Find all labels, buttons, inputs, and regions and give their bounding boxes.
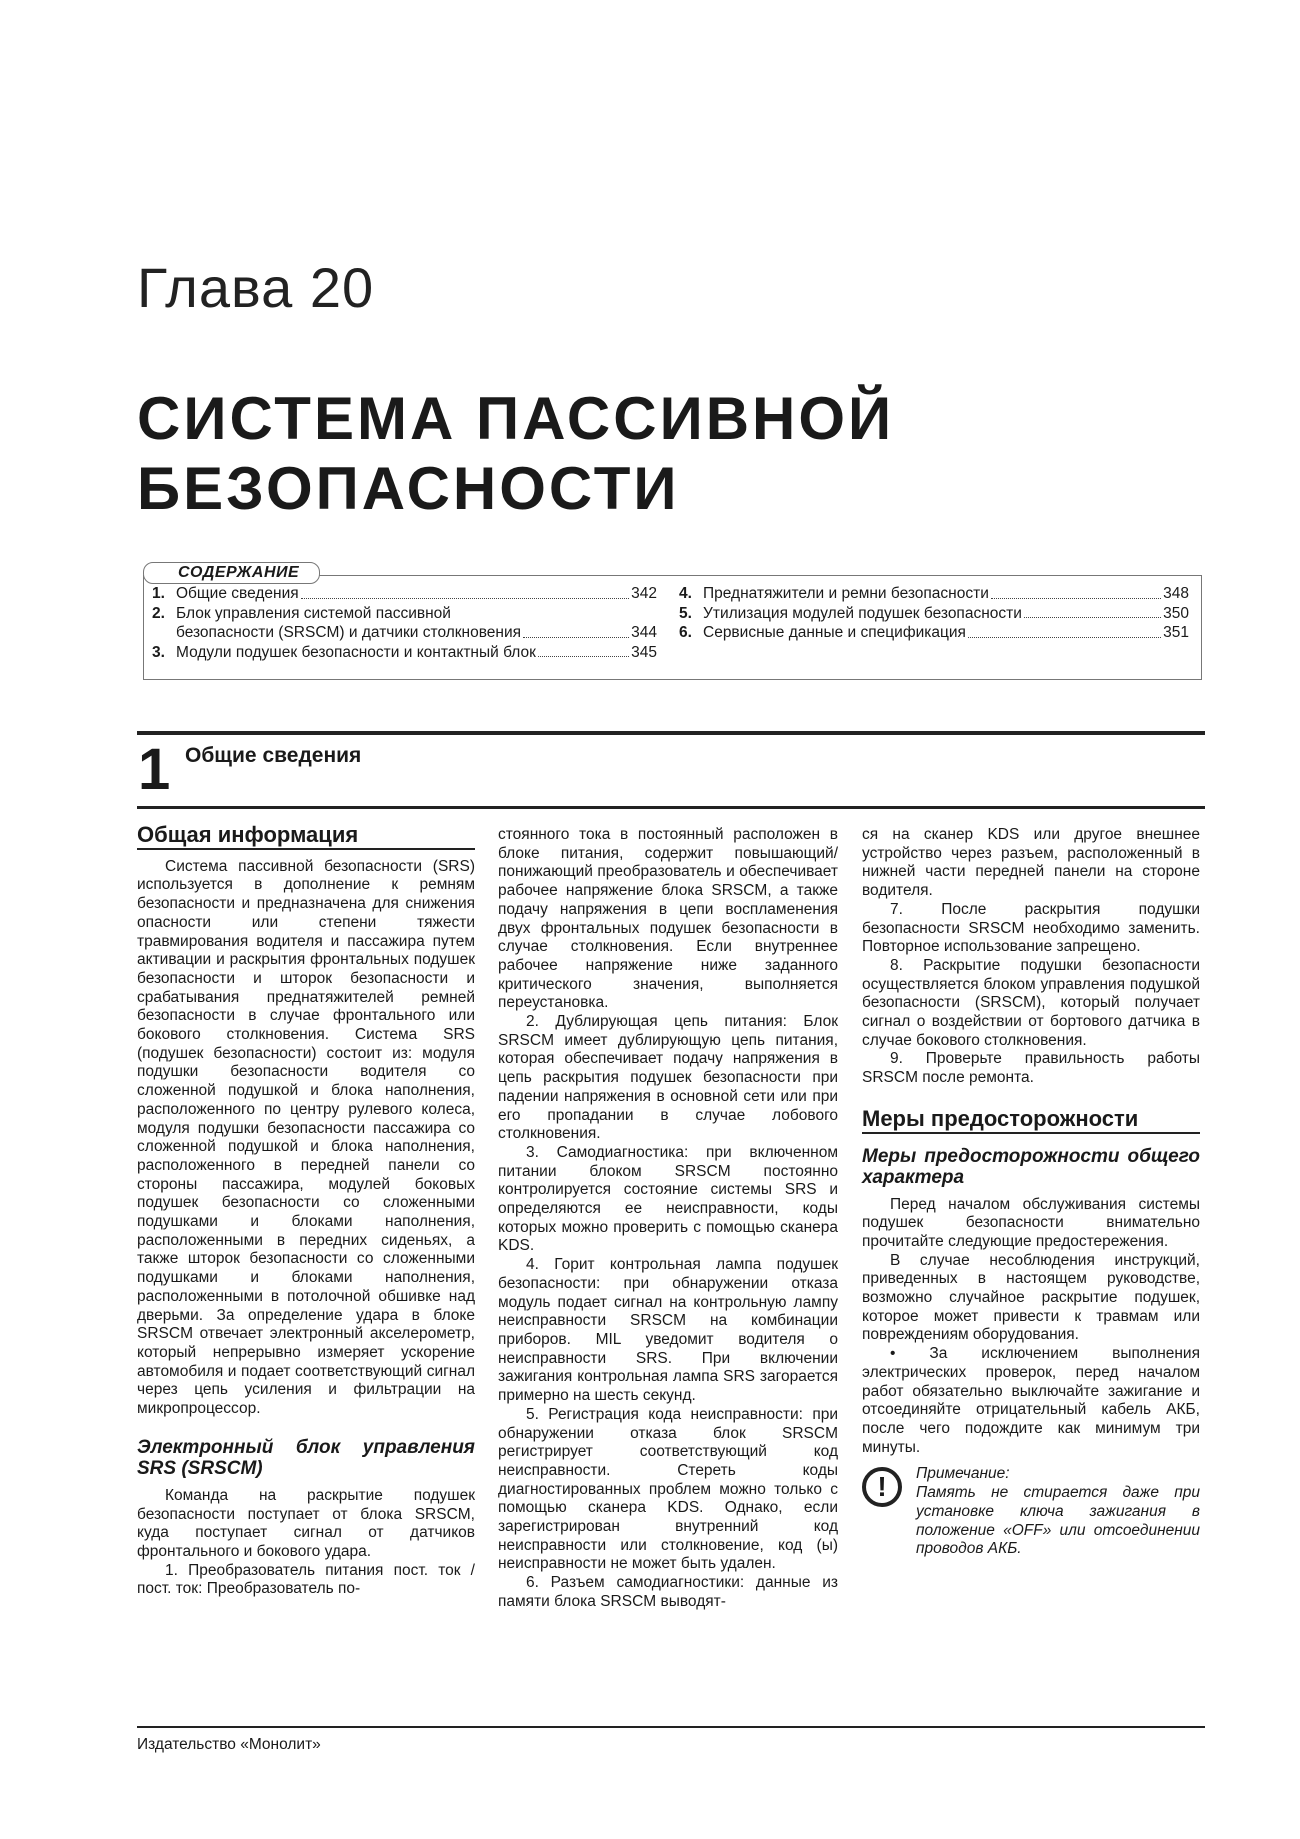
toc-item-number: 5. <box>679 604 692 622</box>
toc-item-number: 2. <box>152 604 165 622</box>
toc-item[interactable] <box>679 604 1189 624</box>
exclamation-icon: ! <box>862 1467 902 1507</box>
paragraph: Перед началом обслуживания системы подушек безопасности внимательно прочитайте следующие предостережения. <box>862 1195 1200 1250</box>
paragraph: В случае несоблюдения инструкций, приведенных в настоящем руководстве, возможно случайное раскрытие подушек, которое может привести к травмам или повреждениям оборудования. <box>862 1251 1200 1344</box>
chapter-label: Глава 20 <box>137 256 375 319</box>
paragraph: • За исключением выполнения электрических проверок, перед началом работ обязательно выключайте зажигание и отсоединяйте отрицательный кабель АКБ, после чего подождите как минимум три минуты. <box>862 1345 1200 1456</box>
paragraph: 5. Регистрация кода неисправности: при обнаружении отказа блок SRSCM регистрирует соответствующий код неисправности. Стереть коды диагностированных проблем можно только с помощью сканера KDS. Однако, если зарегистрирован внутренний код неисправности или столкновение, код (ы) неисправности не может быть удален. <box>498 1405 838 1573</box>
toc-item-page: 344 <box>631 624 657 641</box>
paragraph: 3. Самодиагностика: при включенном питании блоком SRSCM постоянно контролируется состояние системы SRS и определяются ее неисправности, коды которых можно проверить с помощью сканера KDS. <box>498 1143 838 1255</box>
note-callout <box>862 1465 1200 1559</box>
toc-item[interactable] <box>152 604 657 624</box>
toc-item-page: 350 <box>1163 604 1189 622</box>
section-divider <box>137 806 1205 809</box>
toc-item-number: 4. <box>679 585 692 602</box>
toc-item[interactable] <box>152 643 657 663</box>
toc-item-page: 348 <box>1163 585 1189 602</box>
paragraph: 7. После раскрытия подушки безопасности SRSCM необходимо заменить. Повторное использование запрещено. <box>862 900 1200 956</box>
toc-item-label: Утилизация модулей подушек безопасности <box>703 604 1022 622</box>
paragraph: 8. Раскрытие подушки безопасности осуществляется блоком управления подушкой безопасности (SRSCM), который получает сигнал о воздействии от бортового датчика в случае бокового столкновения. <box>862 956 1200 1049</box>
toc-label: СОДЕРЖАНИЕ <box>143 562 320 584</box>
toc-item-label: Общие сведения <box>176 585 299 602</box>
subsection-heading: Общая информация <box>137 826 475 850</box>
toc-item-page: 342 <box>631 585 657 602</box>
toc-right-column <box>679 584 1189 643</box>
paragraph: 1. Преобразователь питания пост. ток / пост. ток: Преобразователь по- <box>137 1561 475 1598</box>
toc-item-number: 3. <box>152 643 165 661</box>
footer-publisher: Издательство «Монолит» <box>137 1736 321 1753</box>
toc-item-continued[interactable] <box>152 623 657 643</box>
text-column-3 <box>862 826 1200 1559</box>
toc-item-label: Модули подушек безопасности и контактный блок <box>176 643 536 661</box>
toc-left-column <box>152 584 657 662</box>
paragraph: стоянного тока в постоянный расположен в блоке питания, содержит повышающий/понижающий преобразователь и обеспечивает рабочее напряжение блока SRSCM, а также подачу напряжения в цепи воспламенения двух фронтальных подушек безопасности в случае столкновения. Если внутреннее рабочее напряжение ниже заданного критического значения, выполняется переустановка. <box>498 826 838 1012</box>
toc-item[interactable] <box>679 584 1189 604</box>
paragraph: 6. Разъем самодиагностики: данные из памяти блока SRSCM выводят- <box>498 1574 838 1610</box>
toc-item-page: 345 <box>631 643 657 661</box>
toc-item-label: Блок управления системой пассивной <box>176 604 451 622</box>
paragraph: Команда на раскрытие подушек безопасности поступает от блока SRSCM, куда поступает сигнал от датчиков фронтального и бокового удара. <box>137 1486 475 1560</box>
toc-item-label: безопасности (SRSCM) и датчики столкновения <box>176 624 522 641</box>
paragraph: Система пассивной безопасности (SRS) используется в дополнение к ремням безопасности и предназначена для снижения опасности или степени тяжести травмирования водителя и пассажира путем активации и раскрытия фронтальных подушек безопасности и шторок безопасности и срабатывания преднатяжителей ремней безопасности в случае фронтального или бокового столкновения. Система SRS (подушек безопасности) состоит из: модуля подушки безопасности водителя со сложенной подушкой и блока наполнения, расположенного по центру рулевого колеса, модуля подушки безопасности пассажира со сложенной подушкой и блока наполнения, расположенного в передней панели со стороны пассажира, модулей боковых подушек безопасности со сложенными подушками и блоками наполнения, расположенными в передних сиденьях, а также шторок безопасности со сложенными подушками и блоками наполнения, расположенными в потолочной обшивке над дверьми. За определение удара в блоке SRSCM отвечает электронный акселерометр, который непрерывно измеряет ускорение автомобиля и подает соответствующий сигнал через цепь усиления и фильтрации на микропроцессор. <box>137 857 475 1418</box>
section-number: 1 <box>138 737 171 802</box>
text-column-2 <box>498 826 838 1612</box>
toc-item-label: Преднатяжители и ремни безопасности <box>703 585 989 602</box>
paragraph: 9. Проверьте правильность работы SRSCM после ремонта. <box>862 1050 1200 1087</box>
text-column-1 <box>137 822 475 1599</box>
subsection-subheading: Электронный блок управления SRS (SRSCM) <box>137 1436 475 1479</box>
note-text: Память не стирается даже при установке ключа зажигания в положение «OFF» или отсоединении проводов АКБ. <box>916 1484 1200 1558</box>
section-divider <box>137 731 1205 735</box>
paragraph: 2. Дублирующая цепь питания: Блок SRSCM имеет дублирующую цепь питания, которая обеспечивает подачу напряжения в цепь раскрытия подушек безопасности при падении напряжения в основной сети или при его пропадании в случае лобового столкновения. <box>498 1013 838 1143</box>
toc-item[interactable] <box>152 584 657 604</box>
toc-item-number: 6. <box>679 624 692 641</box>
paragraph: 4. Горит контрольная лампа подушек безопасности: при обнаружении отказа модуль подает сигнал на контрольную лампу неисправности SRSCM на комбинации приборов. MIL уведомит водителя о неисправности SRS. При включении зажигания контрольная лампа SRS загорается примерно на шесть секунд. <box>498 1256 838 1405</box>
page-title <box>137 384 894 524</box>
note-label: Примечание: <box>916 1465 1010 1483</box>
subsection-heading: Меры предосторожности <box>862 1110 1200 1134</box>
toc-item-page: 351 <box>1163 624 1189 641</box>
table-of-contents <box>143 575 1202 680</box>
title-line-2: БЕЗОПАСНОСТИ <box>137 455 680 522</box>
footer-divider <box>137 1726 1205 1728</box>
section-title: Общие сведения <box>185 744 362 767</box>
title-line-1: СИСТЕМА ПАССИВНОЙ <box>137 385 895 452</box>
paragraph: ся на сканер KDS или другое внешнее устройство через разъем, расположенный в нижней части передней панели на стороне водителя. <box>862 826 1200 900</box>
toc-item-number: 1. <box>152 585 165 602</box>
toc-item[interactable] <box>679 623 1189 643</box>
toc-item-label: Сервисные данные и спецификация <box>703 624 966 641</box>
subsection-subheading: Меры предосторожности общего характера <box>862 1145 1200 1188</box>
